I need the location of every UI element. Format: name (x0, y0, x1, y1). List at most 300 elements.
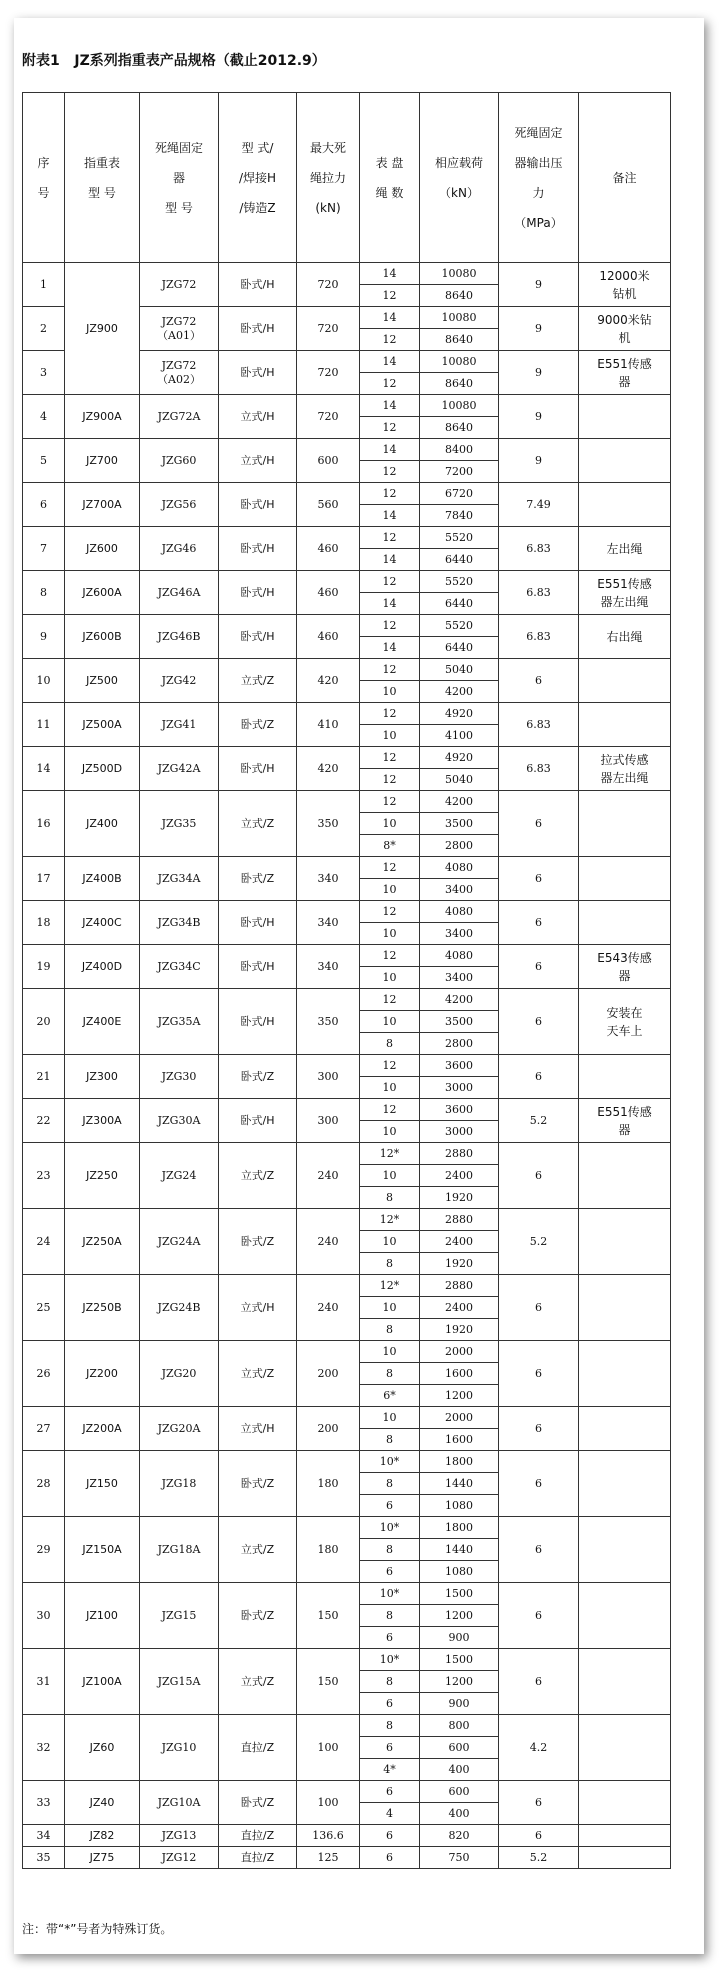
remark: 右出绳 (579, 615, 671, 659)
line-count: 12 (360, 285, 420, 307)
header-load: 相应载荷 （kN） (420, 93, 499, 263)
max-force: 340 (297, 857, 360, 901)
remark: 9000米钻 机 (579, 307, 671, 351)
line-count: 12 (360, 1055, 420, 1077)
line-count: 14 (360, 439, 420, 461)
load-value: 1080 (420, 1495, 499, 1517)
mount-type: 立式/H (219, 439, 297, 483)
indicator-model: JZ900 (65, 263, 140, 395)
fixer-model: JZG12 (140, 1847, 219, 1869)
indicator-model: JZ500A (65, 703, 140, 747)
fixer-model: JZG15A (140, 1649, 219, 1715)
load-value: 4920 (420, 703, 499, 725)
row-number: 11 (23, 703, 65, 747)
load-value: 10080 (420, 395, 499, 417)
line-count: 12 (360, 747, 420, 769)
indicator-model: JZ82 (65, 1825, 140, 1847)
mount-type: 直拉/Z (219, 1847, 297, 1869)
fixer-model: JZG35A (140, 989, 219, 1055)
mount-type: 卧式/H (219, 945, 297, 989)
table-row (23, 395, 671, 417)
load-value: 10080 (420, 263, 499, 285)
table-row (23, 1451, 671, 1473)
fixer-model: JZG72 （A02） (140, 351, 219, 395)
load-value: 2800 (420, 835, 499, 857)
table-row (23, 483, 671, 505)
mount-type: 卧式/Z (219, 1781, 297, 1825)
line-count: 12 (360, 527, 420, 549)
fixer-model: JZG42 (140, 659, 219, 703)
remark (579, 1583, 671, 1649)
remark: 安装在 天车上 (579, 989, 671, 1055)
indicator-model: JZ150A (65, 1517, 140, 1583)
table-row (23, 1781, 671, 1803)
load-value: 1920 (420, 1319, 499, 1341)
load-value: 5520 (420, 615, 499, 637)
row-number: 14 (23, 747, 65, 791)
indicator-model: JZ600B (65, 615, 140, 659)
remark (579, 791, 671, 857)
row-number: 18 (23, 901, 65, 945)
line-count: 12 (360, 1099, 420, 1121)
load-value: 8400 (420, 439, 499, 461)
table-row (23, 1275, 671, 1297)
table-row (23, 659, 671, 681)
mount-type: 立式/H (219, 1275, 297, 1341)
output-pressure: 6.83 (499, 571, 579, 615)
mount-type: 直拉/Z (219, 1825, 297, 1847)
output-pressure: 6 (499, 659, 579, 703)
mount-type: 立式/Z (219, 1517, 297, 1583)
line-count: 6 (360, 1693, 420, 1715)
line-count: 14 (360, 549, 420, 571)
load-value: 900 (420, 1693, 499, 1715)
remark (579, 1055, 671, 1099)
load-value: 3500 (420, 1011, 499, 1033)
mount-type: 卧式/H (219, 307, 297, 351)
load-value: 10080 (420, 351, 499, 373)
table-row (23, 1209, 671, 1231)
max-force: 150 (297, 1583, 360, 1649)
remark: E551传感 器 (579, 351, 671, 395)
max-force: 300 (297, 1099, 360, 1143)
load-value: 6440 (420, 637, 499, 659)
load-value: 1800 (420, 1517, 499, 1539)
line-count: 8 (360, 1715, 420, 1737)
line-count: 10* (360, 1451, 420, 1473)
line-count: 14 (360, 263, 420, 285)
load-value: 2000 (420, 1407, 499, 1429)
line-count: 12 (360, 417, 420, 439)
fixer-model: JZG56 (140, 483, 219, 527)
line-count: 10 (360, 923, 420, 945)
mount-type: 卧式/Z (219, 1451, 297, 1517)
line-count: 14 (360, 307, 420, 329)
indicator-model: JZ600A (65, 571, 140, 615)
load-value: 750 (420, 1847, 499, 1869)
mount-type: 立式/Z (219, 659, 297, 703)
table-title: 附表1 JZ系列指重表产品规格（截止2012.9） (22, 53, 326, 69)
line-count: 10 (360, 725, 420, 747)
load-value: 800 (420, 1715, 499, 1737)
row-number: 22 (23, 1099, 65, 1143)
table-row (23, 945, 671, 967)
load-value: 6720 (420, 483, 499, 505)
load-value: 4080 (420, 857, 499, 879)
max-force: 240 (297, 1209, 360, 1275)
line-count: 6 (360, 1627, 420, 1649)
remark (579, 1451, 671, 1517)
line-count: 8 (360, 1187, 420, 1209)
load-value: 1600 (420, 1429, 499, 1451)
load-value: 1200 (420, 1671, 499, 1693)
load-value: 1920 (420, 1187, 499, 1209)
mount-type: 卧式/H (219, 571, 297, 615)
output-pressure: 5.2 (499, 1099, 579, 1143)
row-number: 8 (23, 571, 65, 615)
load-value: 8640 (420, 285, 499, 307)
table-row (23, 1649, 671, 1671)
line-count: 6 (360, 1737, 420, 1759)
output-pressure: 7.49 (499, 483, 579, 527)
row-number: 4 (23, 395, 65, 439)
output-pressure: 6 (499, 1341, 579, 1407)
fixer-model: JZG34C (140, 945, 219, 989)
header-lines: 表 盘 绳 数 (360, 93, 420, 263)
mount-type: 立式/H (219, 395, 297, 439)
fixer-model: JZG18A (140, 1517, 219, 1583)
table-body (23, 263, 671, 1869)
max-force: 340 (297, 901, 360, 945)
output-pressure: 6 (499, 1517, 579, 1583)
load-value: 5520 (420, 571, 499, 593)
load-value: 1920 (420, 1253, 499, 1275)
load-value: 1200 (420, 1385, 499, 1407)
fixer-model: JZG15 (140, 1583, 219, 1649)
remark (579, 1407, 671, 1451)
line-count: 10 (360, 1165, 420, 1187)
remark (579, 395, 671, 439)
max-force: 420 (297, 747, 360, 791)
fixer-model: JZG46 (140, 527, 219, 571)
line-count: 10 (360, 1077, 420, 1099)
indicator-model: JZ500D (65, 747, 140, 791)
output-pressure: 6 (499, 989, 579, 1055)
max-force: 720 (297, 351, 360, 395)
line-count: 12 (360, 769, 420, 791)
output-pressure: 6 (499, 1781, 579, 1825)
line-count: 8 (360, 1539, 420, 1561)
load-value: 4920 (420, 747, 499, 769)
line-count: 8 (360, 1671, 420, 1693)
row-number: 21 (23, 1055, 65, 1099)
fixer-model: JZG72 (140, 263, 219, 307)
load-value: 4080 (420, 901, 499, 923)
line-count: 12* (360, 1143, 420, 1165)
indicator-model: JZ100 (65, 1583, 140, 1649)
fixer-model: JZG42A (140, 747, 219, 791)
indicator-model: JZ400C (65, 901, 140, 945)
fixer-model: JZG20A (140, 1407, 219, 1451)
output-pressure: 6.83 (499, 615, 579, 659)
load-value: 600 (420, 1781, 499, 1803)
mount-type: 立式/Z (219, 1649, 297, 1715)
mount-type: 立式/Z (219, 791, 297, 857)
max-force: 180 (297, 1517, 360, 1583)
line-count: 12 (360, 329, 420, 351)
load-value: 400 (420, 1759, 499, 1781)
indicator-model: JZ40 (65, 1781, 140, 1825)
fixer-model: JZG34B (140, 901, 219, 945)
load-value: 2400 (420, 1165, 499, 1187)
indicator-model: JZ600 (65, 527, 140, 571)
line-count: 8 (360, 1429, 420, 1451)
indicator-model: JZ500 (65, 659, 140, 703)
line-count: 8 (360, 1473, 420, 1495)
row-number: 7 (23, 527, 65, 571)
row-number: 1 (23, 263, 65, 307)
indicator-model: JZ200A (65, 1407, 140, 1451)
row-number: 34 (23, 1825, 65, 1847)
mount-type: 卧式/H (219, 1099, 297, 1143)
indicator-model: JZ150 (65, 1451, 140, 1517)
table-row (23, 1583, 671, 1605)
table-row (23, 571, 671, 593)
row-number: 6 (23, 483, 65, 527)
remark (579, 901, 671, 945)
table-row (23, 1407, 671, 1429)
max-force: 600 (297, 439, 360, 483)
line-count: 6 (360, 1495, 420, 1517)
line-count: 12 (360, 989, 420, 1011)
line-count: 6 (360, 1825, 420, 1847)
output-pressure: 6 (499, 1583, 579, 1649)
load-value: 4200 (420, 681, 499, 703)
load-value: 5040 (420, 659, 499, 681)
load-value: 1440 (420, 1473, 499, 1495)
load-value: 5520 (420, 527, 499, 549)
mount-type: 卧式/H (219, 989, 297, 1055)
table-row (23, 439, 671, 461)
line-count: 14 (360, 505, 420, 527)
mount-type: 卧式/H (219, 615, 297, 659)
line-count: 6 (360, 1847, 420, 1869)
fixer-model: JZG10A (140, 1781, 219, 1825)
line-count: 8 (360, 1319, 420, 1341)
load-value: 6440 (420, 549, 499, 571)
load-value: 3400 (420, 879, 499, 901)
output-pressure: 5.2 (499, 1209, 579, 1275)
output-pressure: 9 (499, 263, 579, 307)
fixer-model: JZG24 (140, 1143, 219, 1209)
load-value: 1200 (420, 1605, 499, 1627)
line-count: 14 (360, 395, 420, 417)
line-count: 10 (360, 1231, 420, 1253)
load-value: 900 (420, 1627, 499, 1649)
remark (579, 1847, 671, 1869)
output-pressure: 6 (499, 1407, 579, 1451)
line-count: 12 (360, 483, 420, 505)
fixer-model: JZG60 (140, 439, 219, 483)
header-remark: 备注 (579, 93, 671, 263)
fixer-model: JZG72A (140, 395, 219, 439)
load-value: 1500 (420, 1649, 499, 1671)
line-count: 10* (360, 1649, 420, 1671)
max-force: 240 (297, 1143, 360, 1209)
mount-type: 卧式/H (219, 901, 297, 945)
fixer-model: JZG30A (140, 1099, 219, 1143)
remark: E543传感 器 (579, 945, 671, 989)
load-value: 3000 (420, 1077, 499, 1099)
row-number: 16 (23, 791, 65, 857)
remark (579, 659, 671, 703)
indicator-model: JZ200 (65, 1341, 140, 1407)
mount-type: 卧式/Z (219, 1583, 297, 1649)
line-count: 10 (360, 1011, 420, 1033)
max-force: 410 (297, 703, 360, 747)
table-row (23, 263, 671, 285)
output-pressure: 9 (499, 395, 579, 439)
row-number: 17 (23, 857, 65, 901)
indicator-model: JZ400B (65, 857, 140, 901)
line-count: 10 (360, 813, 420, 835)
load-value: 600 (420, 1737, 499, 1759)
mount-type: 卧式/Z (219, 703, 297, 747)
remark (579, 1341, 671, 1407)
output-pressure: 6 (499, 1275, 579, 1341)
max-force: 340 (297, 945, 360, 989)
remark: E551传感 器 (579, 1099, 671, 1143)
load-value: 2880 (420, 1209, 499, 1231)
indicator-model: JZ700A (65, 483, 140, 527)
line-count: 12 (360, 571, 420, 593)
line-count: 6 (360, 1561, 420, 1583)
line-count: 10 (360, 681, 420, 703)
output-pressure: 6 (499, 1055, 579, 1099)
row-number: 2 (23, 307, 65, 351)
row-number: 28 (23, 1451, 65, 1517)
output-pressure: 9 (499, 439, 579, 483)
load-value: 400 (420, 1803, 499, 1825)
remark: 左出绳 (579, 527, 671, 571)
output-pressure: 6 (499, 791, 579, 857)
output-pressure: 9 (499, 307, 579, 351)
remark (579, 1209, 671, 1275)
load-value: 3600 (420, 1055, 499, 1077)
line-count: 12 (360, 659, 420, 681)
table-row (23, 1055, 671, 1077)
line-count: 14 (360, 593, 420, 615)
remark (579, 1649, 671, 1715)
line-count: 12 (360, 615, 420, 637)
output-pressure: 6.83 (499, 747, 579, 791)
indicator-model: JZ250A (65, 1209, 140, 1275)
fixer-model: JZG46A (140, 571, 219, 615)
header-no: 序 号 (23, 93, 65, 263)
load-value: 3500 (420, 813, 499, 835)
max-force: 240 (297, 1275, 360, 1341)
line-count: 10 (360, 1121, 420, 1143)
output-pressure: 9 (499, 351, 579, 395)
max-force: 720 (297, 395, 360, 439)
load-value: 4200 (420, 989, 499, 1011)
table-row (23, 615, 671, 637)
output-pressure: 6 (499, 1825, 579, 1847)
line-count: 12 (360, 791, 420, 813)
fixer-model: JZG10 (140, 1715, 219, 1781)
row-number: 32 (23, 1715, 65, 1781)
remark (579, 1275, 671, 1341)
line-count: 8* (360, 835, 420, 857)
indicator-model: JZ250 (65, 1143, 140, 1209)
row-number: 30 (23, 1583, 65, 1649)
fixer-model: JZG72 （A01） (140, 307, 219, 351)
output-pressure: 6 (499, 857, 579, 901)
header-max-force: 最大死 绳拉力 (kN) (297, 93, 360, 263)
load-value: 820 (420, 1825, 499, 1847)
table-row (23, 527, 671, 549)
fixer-model: JZG46B (140, 615, 219, 659)
max-force: 720 (297, 263, 360, 307)
max-force: 200 (297, 1407, 360, 1451)
mount-type: 立式/Z (219, 1341, 297, 1407)
mount-type: 卧式/H (219, 483, 297, 527)
load-value: 2880 (420, 1143, 499, 1165)
remark (579, 1517, 671, 1583)
indicator-model: JZ75 (65, 1847, 140, 1869)
fixer-model: JZG41 (140, 703, 219, 747)
mount-type: 卧式/Z (219, 1209, 297, 1275)
fixer-model: JZG18 (140, 1451, 219, 1517)
load-value: 6440 (420, 593, 499, 615)
load-value: 1800 (420, 1451, 499, 1473)
max-force: 460 (297, 527, 360, 571)
fixer-model: JZG24B (140, 1275, 219, 1341)
remark (579, 483, 671, 527)
header-type: 型 式/ /焊接H /铸造Z (219, 93, 297, 263)
line-count: 12 (360, 461, 420, 483)
indicator-model: JZ900A (65, 395, 140, 439)
indicator-model: JZ300 (65, 1055, 140, 1099)
row-number: 23 (23, 1143, 65, 1209)
table-row (23, 1847, 671, 1869)
line-count: 10* (360, 1583, 420, 1605)
mount-type: 直拉/Z (219, 1715, 297, 1781)
table-row (23, 1099, 671, 1121)
max-force: 125 (297, 1847, 360, 1869)
load-value: 2000 (420, 1341, 499, 1363)
line-count: 8 (360, 1363, 420, 1385)
line-count: 12 (360, 857, 420, 879)
line-count: 4 (360, 1803, 420, 1825)
max-force: 300 (297, 1055, 360, 1099)
output-pressure: 4.2 (499, 1715, 579, 1781)
max-force: 720 (297, 307, 360, 351)
fixer-model: JZG13 (140, 1825, 219, 1847)
row-number: 24 (23, 1209, 65, 1275)
load-value: 5040 (420, 769, 499, 791)
load-value: 4200 (420, 791, 499, 813)
fixer-model: JZG24A (140, 1209, 219, 1275)
table-row (23, 703, 671, 725)
line-count: 6 (360, 1781, 420, 1803)
line-count: 12 (360, 373, 420, 395)
mount-type: 卧式/H (219, 747, 297, 791)
load-value: 1080 (420, 1561, 499, 1583)
line-count: 8 (360, 1253, 420, 1275)
line-count: 10 (360, 1341, 420, 1363)
table-row (23, 1143, 671, 1165)
